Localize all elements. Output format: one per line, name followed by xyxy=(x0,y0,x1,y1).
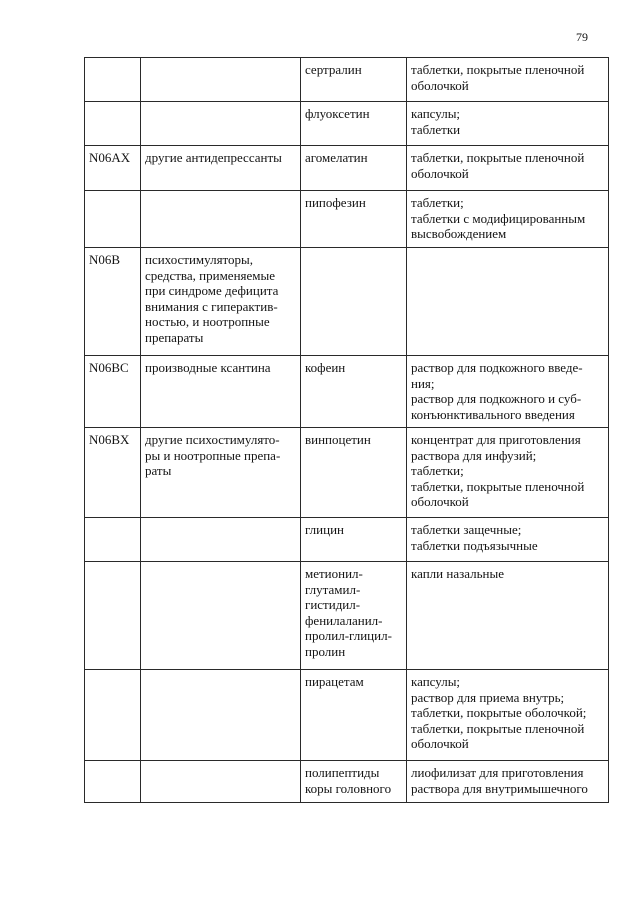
inn-cell xyxy=(301,670,407,761)
table-row xyxy=(85,191,609,248)
dosage-form-cell-line: оболочкой xyxy=(411,494,469,509)
atc-code-cell xyxy=(85,58,141,102)
dosage-form-cell xyxy=(407,670,609,761)
dosage-form-cell-line: оболочкой xyxy=(411,77,469,93)
dosage-form-cell-line: таблетки подъязычные xyxy=(411,537,538,553)
dosage-form-cell xyxy=(407,58,609,102)
group-name-cell-line: ры и ноотропные препа- xyxy=(145,447,281,463)
group-name-cell xyxy=(141,356,301,428)
table-row xyxy=(85,670,609,761)
inn-cell-line: кофеин xyxy=(305,360,346,375)
inn-cell-line: метионил- xyxy=(305,566,363,581)
table-row xyxy=(85,146,609,191)
inn-cell-line: винпоцетин xyxy=(305,432,371,447)
inn-cell-line: пролил-глицил- xyxy=(305,628,392,643)
dosage-form-cell-line: таблетки, покрытые пленочной xyxy=(411,720,585,736)
table-row xyxy=(85,58,609,102)
group-name-cell xyxy=(141,562,301,670)
dosage-form-cell-line: капсулы; xyxy=(411,674,461,689)
group-name-cell xyxy=(141,670,301,761)
inn-cell-line: глутамил- xyxy=(305,581,361,597)
table-row xyxy=(85,562,609,670)
group-name-cell xyxy=(141,248,301,356)
dosage-form-cell-line: капсулы; xyxy=(411,106,461,121)
atc-code-cell xyxy=(85,761,141,803)
dosage-form-cell-line: раствор для подкожного и суб- xyxy=(411,391,582,406)
dosage-form-cell-line: таблетки; xyxy=(411,463,464,478)
dosage-form-cell-line: ния; xyxy=(411,375,435,391)
group-name-cell-line: при синдроме дефицита xyxy=(145,283,279,298)
atc-code-cell: N06BX xyxy=(85,428,141,518)
inn-cell-line: гистидил- xyxy=(305,597,361,612)
inn-cell-line: агомелатин xyxy=(305,150,368,165)
table-row xyxy=(85,356,609,428)
dosage-form-cell xyxy=(407,518,609,562)
inn-cell-line: пирацетам xyxy=(305,674,364,689)
inn-cell-line: полипептиды xyxy=(305,765,380,780)
dosage-form-cell-line: оболочкой xyxy=(411,736,469,751)
group-name-cell-line: средства, применяемые xyxy=(145,267,276,283)
group-name-cell xyxy=(141,58,301,102)
group-name-cell-line: препараты xyxy=(145,329,204,345)
dosage-form-cell-line: таблетки xyxy=(411,121,461,137)
group-name-cell-line: другие психостимулято- xyxy=(145,432,280,447)
dosage-form-cell-line: таблетки, покрытые пленочной xyxy=(411,62,585,77)
table-row xyxy=(85,248,609,356)
group-name-cell xyxy=(141,518,301,562)
group-name-cell xyxy=(141,191,301,248)
dosage-form-cell-line: таблетки, покрытые пленочной xyxy=(411,150,585,165)
group-name-cell-line: другие антидепрессанты xyxy=(145,150,282,165)
dosage-form-cell xyxy=(407,248,609,356)
atc-code-cell: N06AX xyxy=(85,146,141,191)
dosage-form-cell xyxy=(407,146,609,191)
dosage-form-cell-line: таблетки с модифицированным xyxy=(411,210,586,226)
inn-cell-line: флуоксетин xyxy=(305,106,370,121)
inn-cell-line: пролин xyxy=(305,643,346,659)
inn-cell xyxy=(301,761,407,803)
inn-cell-line: пипофезин xyxy=(305,195,366,210)
dosage-form-cell xyxy=(407,102,609,146)
group-name-cell-line: внимания с гиперактив- xyxy=(145,298,278,314)
inn-cell xyxy=(301,191,407,248)
inn-cell-line: глицин xyxy=(305,522,344,537)
dosage-form-cell-line: таблетки; xyxy=(411,195,464,210)
inn-cell xyxy=(301,146,407,191)
dosage-form-cell-line: раствора для внутримышечного xyxy=(411,780,588,796)
inn-cell xyxy=(301,58,407,102)
inn-cell xyxy=(301,248,407,356)
inn-cell xyxy=(301,518,407,562)
dosage-form-cell-line: оболочкой xyxy=(411,165,469,181)
dosage-form-cell-line: раствор для приема внутрь; xyxy=(411,689,565,705)
dosage-form-cell-line: таблетки защечные; xyxy=(411,522,522,537)
inn-cell-line: сертралин xyxy=(305,62,362,77)
group-name-cell-line: психостимуляторы, xyxy=(145,252,254,267)
group-name-cell xyxy=(141,146,301,191)
dosage-form-cell-line: конъюнктивального введения xyxy=(411,406,575,422)
atc-code-cell: N06B xyxy=(85,248,141,356)
table-body xyxy=(85,58,609,803)
atc-code-cell xyxy=(85,518,141,562)
group-name-cell xyxy=(141,428,301,518)
dosage-form-cell-line: раствора для инфузий; xyxy=(411,447,537,463)
atc-code-cell xyxy=(85,562,141,670)
inn-cell xyxy=(301,102,407,146)
group-name-cell xyxy=(141,102,301,146)
dosage-form-cell-line: лиофилизат для приготовления xyxy=(411,765,584,780)
table-row xyxy=(85,518,609,562)
drug-table xyxy=(84,57,609,803)
atc-code-cell xyxy=(85,191,141,248)
atc-code-cell xyxy=(85,670,141,761)
dosage-form-cell-line: капли назальные xyxy=(411,566,504,581)
dosage-form-cell-line: раствор для подкожного введе- xyxy=(411,360,583,375)
table-row xyxy=(85,102,609,146)
dosage-form-cell xyxy=(407,562,609,670)
group-name-cell-line: ностью, и ноотропные xyxy=(145,314,270,329)
dosage-form-cell xyxy=(407,191,609,248)
atc-code-cell: N06BC xyxy=(85,356,141,428)
dosage-form-cell xyxy=(407,428,609,518)
inn-cell xyxy=(301,428,407,518)
atc-code-cell xyxy=(85,102,141,146)
dosage-form-cell-line: концентрат для приготовления xyxy=(411,432,581,447)
dosage-form-cell-line: таблетки, покрытые пленочной xyxy=(411,478,585,494)
dosage-form-cell xyxy=(407,761,609,803)
table-row xyxy=(85,428,609,518)
dosage-form-cell-line: высвобождением xyxy=(411,226,507,241)
dosage-form-cell xyxy=(407,356,609,428)
group-name-cell-line: раты xyxy=(145,463,172,478)
inn-cell xyxy=(301,562,407,670)
page-number: 79 xyxy=(576,30,588,44)
group-name-cell-line: производные ксантина xyxy=(145,360,271,375)
inn-cell-line: фенилаланил- xyxy=(305,612,383,628)
table-row xyxy=(85,761,609,803)
dosage-form-cell-line: таблетки, покрытые оболочкой; xyxy=(411,705,587,720)
group-name-cell xyxy=(141,761,301,803)
inn-cell-line: коры головного xyxy=(305,780,392,796)
inn-cell xyxy=(301,356,407,428)
